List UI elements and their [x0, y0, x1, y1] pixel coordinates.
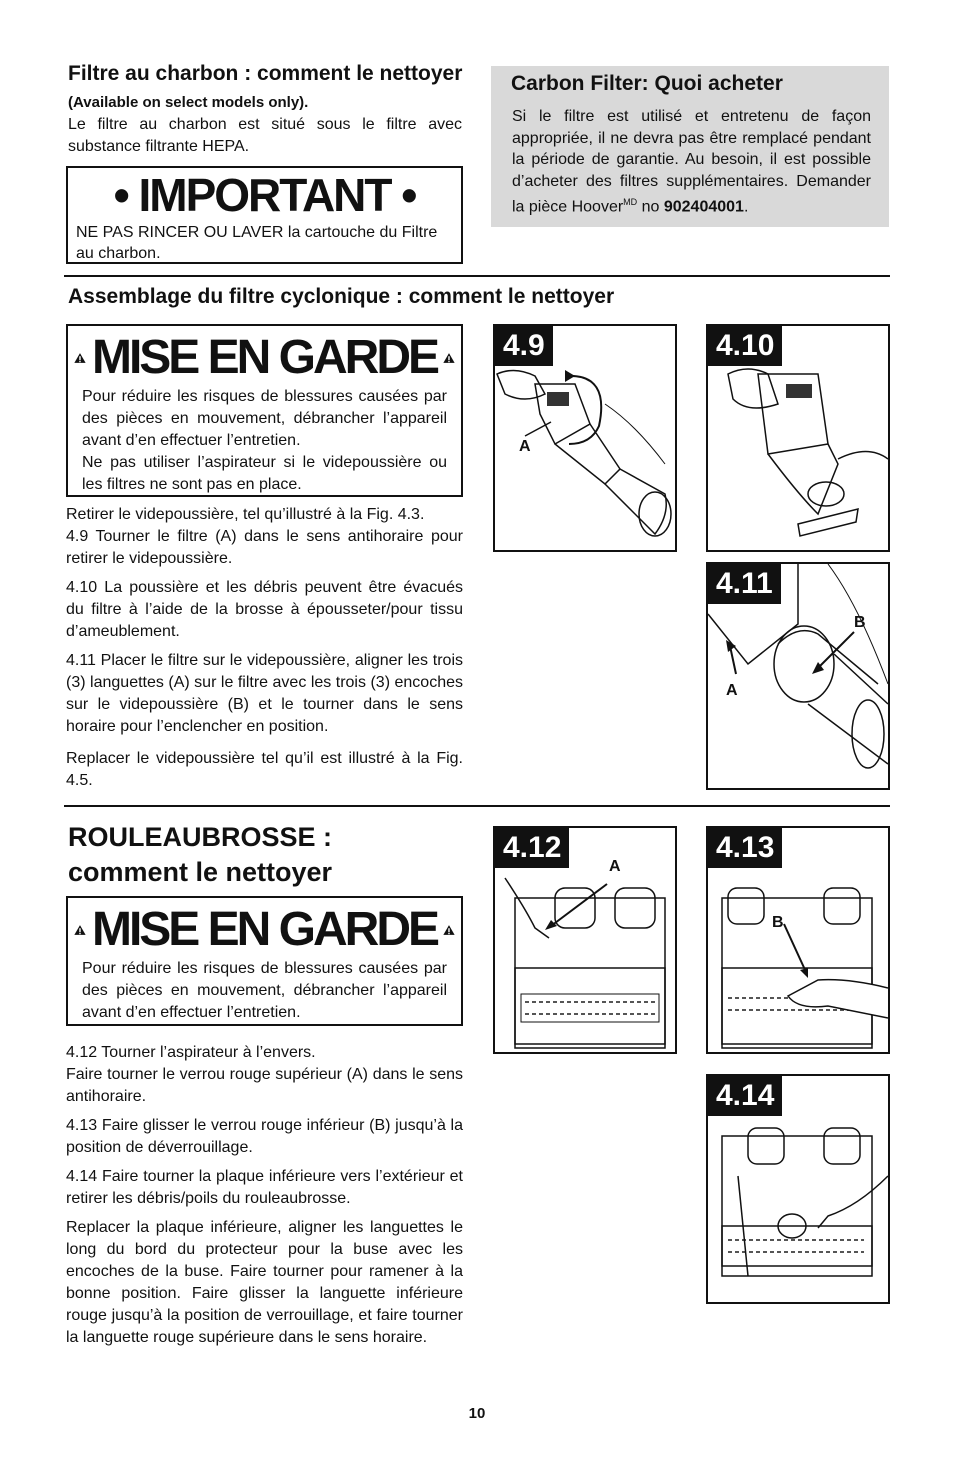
- callout-a: A: [609, 858, 621, 875]
- figure-4-11: [706, 562, 890, 790]
- figure-label: 4.9: [495, 326, 553, 366]
- cyclonic-warning-text1: Pour réduire les risques de blessures causées par des pièces en mouvement, débrancher l’appareil avant d’en effectuer l’entretien.: [82, 388, 447, 449]
- brushroll-para1: 4.12 Tourner l’aspirateur à l’envers.: [66, 1044, 316, 1061]
- carbon-buy-text: Si le filtre est utilisé et entretenu de façon appropriée, il ne devra pas être remplacé pendant la période de garantie. Au besoin, il est possible d’acheter des filtres supplémentaires. Demander la pièce Hoover$^{MD}$ no 902404001.: [512, 108, 871, 216]
- important-title: • IMPORTANT •: [113, 169, 416, 221]
- brushroll-para2: 4.13 Faire glisser le verrou rouge inférieur (B) jusqu’à la position de déverrouillage.: [66, 1117, 463, 1156]
- cyclonic-para2: 4.10 La poussière et les débris peuvent être évacués du filtre à l’aide de la brosse à épousseter/pour tissu d’ameublement.: [66, 579, 463, 640]
- figure-label: 4.11: [708, 564, 781, 604]
- figure-label: 4.14: [708, 1076, 782, 1116]
- carbon-clean-title: Filtre au charbon : comment le nettoyer: [68, 62, 463, 85]
- brushroll-upper-lock-illustration: [495, 868, 675, 1052]
- divider-top: [64, 275, 890, 277]
- brushroll-title: ROULEAUBROSSE : comment le nettoyer: [68, 822, 333, 887]
- figure-4-9: [493, 324, 677, 552]
- brushroll-warning-title: MISE EN GARDE: [91, 903, 438, 956]
- callout-b: B: [854, 614, 866, 631]
- brushroll-warning-text: Pour réduire les risques de blessures causées par des pièces en mouvement, débrancher l’appareil avant d’en effectuer l’entretien.: [82, 960, 447, 1021]
- callout-b: B: [772, 914, 784, 931]
- page-number: 10: [468, 1405, 486, 1422]
- cyclonic-warning-title: MISE EN GARDE: [91, 331, 438, 384]
- warning-icon: [443, 915, 455, 945]
- cyclonic-instructions: [66, 504, 463, 792]
- figure-label: 4.10: [708, 326, 782, 366]
- brushroll-instructions: [66, 1042, 463, 1349]
- callout-a: A: [726, 682, 738, 699]
- cyclonic-title: Assemblage du filtre cyclonique : comment le nettoyer: [68, 285, 615, 308]
- brushroll-warning-box: [66, 896, 463, 1026]
- divider-middle: [64, 805, 890, 807]
- figure-4-10: [706, 324, 890, 552]
- figure-label: 4.12: [495, 828, 569, 868]
- cyclonic-warning-box: [66, 324, 463, 497]
- cyclonic-para1b: 4.9 Tourner le filtre (A) dans le sens antihoraire pour retirer le videpoussière.: [66, 528, 463, 567]
- figure-4-12: [493, 826, 677, 1054]
- filter-reinstall-illustration: [708, 564, 888, 788]
- warning-icon: [443, 343, 455, 373]
- brushroll-plate-illustration: [708, 1116, 888, 1302]
- callout-a: A: [519, 438, 531, 455]
- important-box: [66, 166, 463, 264]
- figure-label: 4.13: [708, 828, 782, 868]
- cyclonic-para3: 4.11 Placer le filtre sur le videpoussière, aligner les trois (3) languettes (A) sur le filtre avec les trois (3) encoches sur le videpoussière (B) et le tourner dans le sens horaire pour l’enclencher en position.: [66, 652, 463, 735]
- carbon-buy-title: Carbon Filter: Quoi acheter: [511, 72, 783, 95]
- warning-heading: [68, 330, 461, 386]
- filter-removal-illustration: [495, 364, 675, 550]
- brushroll-para1b: Faire tourner le verrou rouge supérieur (A) dans le sens antihoraire.: [66, 1066, 463, 1105]
- brushroll-lower-lock-illustration: [708, 868, 888, 1052]
- warning-heading: [68, 902, 461, 958]
- cyclonic-para1: Retirer le videpoussière, tel qu’illustré à la Fig. 4.3.: [66, 506, 425, 523]
- filter-brushing-illustration: [708, 364, 888, 550]
- brushroll-para3: 4.14 Faire tourner la plaque inférieure vers l’extérieur et retirer les débris/poils du rouleaubrosse.: [66, 1168, 463, 1207]
- part-number: 902404001: [663, 198, 744, 216]
- carbon-clean-note: (Available on select models only).: [68, 94, 309, 111]
- cyclonic-warning-text2: Ne pas utiliser l’aspirateur si le videpoussière ou les filtres ne sont pas en place.: [82, 454, 447, 493]
- figure-4-14: [706, 1074, 890, 1304]
- figure-4-13: [706, 826, 890, 1054]
- cyclonic-para4: Replacer le videpoussière tel qu’il est illustré à la Fig. 4.5.: [66, 750, 463, 789]
- brushroll-para4: Replacer la plaque inférieure, aligner les languettes le long du bord du protecteur pour la buse avec les encoches de la buse. Faire tourner pour ramener à la bonne position. Faire glisser la languette inférieure rouge jusqu’à la position de verrouillage, et faire tourner la languette rouge supérieure dans le sens horaire.: [66, 1219, 463, 1346]
- important-text: NE PAS RINCER OU LAVER la cartouche du Filtre au charbon.: [76, 224, 438, 262]
- warning-icon: [74, 915, 86, 945]
- carbon-buy-box: [491, 66, 889, 227]
- warning-icon: [74, 343, 86, 373]
- carbon-clean-text: Le filtre au charbon est situé sous le filtre avec substance filtrante HEPA.: [68, 116, 462, 155]
